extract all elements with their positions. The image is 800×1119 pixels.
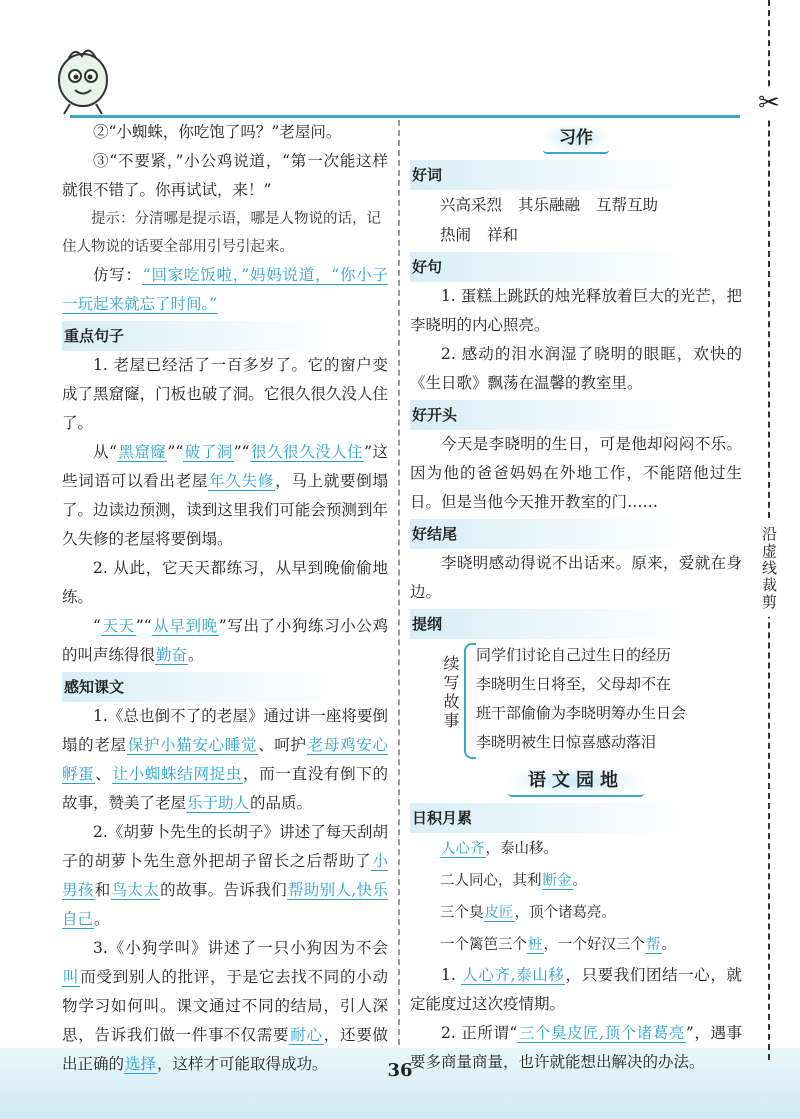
page-number: 36 <box>387 1060 413 1081</box>
left-column <box>62 118 388 1079</box>
hint-text: 提示：分清哪是提示语，哪是人物说的话，记住人物说的话要全部用引号引起来。 <box>62 211 381 255</box>
perceive-text-heading: 感知课文 <box>62 672 388 702</box>
mascot-icon <box>48 42 118 118</box>
idiom-line: 人心齐，泰山移。 <box>441 841 558 857</box>
garden-title: 语文园地 <box>508 767 644 797</box>
good-sentence: 2. 感动的泪水润湿了晓明的眼眶，欢快的《生日歌》飘荡在温馨的教室里。 <box>410 345 742 392</box>
good-opening: 今天是李晓明的生日，可是他却闷闷不乐。因为他的爸爸妈妈在外地工作，不能陪他过生日。但是当他今天推开教室的门…… <box>410 435 742 511</box>
idiom-line: 一个篱笆三个桩，一个好汉三个帮。 <box>440 937 676 953</box>
accumulate-heading: 日积月累 <box>410 803 742 833</box>
cut-label: 沿虚线裁剪 <box>758 520 780 617</box>
answer-blank: 黑窟窿 <box>117 443 167 461</box>
answer-blank: 小男孩 <box>62 852 388 899</box>
answer-blank: 从早到晚 <box>152 617 218 635</box>
answer-blank: 三个臭皮匠,顶个诸葛亮 <box>518 1024 685 1042</box>
outline-item: 同学们讨论自己过生日的经历 <box>476 646 672 664</box>
writing-title-box <box>410 124 742 154</box>
answer-blank: 帮 <box>646 937 661 953</box>
perceive-item-2: 2.《胡萝卜先生的长胡子》讲述了每天刮胡子的胡萝卜先生意外把胡子留长之后帮助了小男孩和鸟太太的故事。告诉我们帮助别人,快乐自己。 <box>62 823 388 928</box>
answer-blank: 年久失修 <box>209 472 275 490</box>
answer-blank: 天天 <box>101 617 135 635</box>
outline-item: 班干部偷偷为李晓明筹办生日会 <box>476 704 687 722</box>
idiom-line: 三个臭皮匠，顶个诸葛亮。 <box>440 905 616 921</box>
answer-blank: 破了洞 <box>184 443 233 461</box>
answer-blank: 人心齐 <box>441 841 485 857</box>
good-ending-heading: 好结尾 <box>410 519 742 549</box>
answer-blank: 鸟太太 <box>111 881 160 899</box>
dialogue-line: ③“不要紧，”小公鸡说道，“第一次能这样就很不错了。你再试试，来！” <box>62 152 388 199</box>
answer-blank: 叫 <box>63 968 80 986</box>
answer-blank: 人心齐,泰山移 <box>462 966 565 984</box>
outline-brace <box>464 643 476 759</box>
good-sentences-heading: 好句 <box>410 252 742 282</box>
answer-blank: 保护小猫安心睡觉 <box>127 736 258 754</box>
key-sentences-heading: 重点句子 <box>62 321 388 351</box>
outline-label: 续写故事 <box>441 655 460 731</box>
imitate-label: 仿写： <box>93 266 142 284</box>
apply-item-1: 1. 人心齐,泰山移，只要我们团结一心，就定能度过这次疫情期。 <box>410 966 742 1013</box>
answer-blank: 耐心 <box>290 1026 323 1044</box>
outline-item: 李晓明生日将至，父母却不在 <box>476 675 672 693</box>
imitate-answer: “回家吃饭啦，”妈妈说道，“你小子一玩起来就忘了时间。” <box>62 266 388 313</box>
dialogue-line: ②“小蜘蛛，你吃饱了吗？”老屋问。 <box>93 123 342 141</box>
outline-heading: 提纲 <box>410 609 742 639</box>
good-sentence: 1. 蛋糕上跳跃的烛光释放着巨大的光芒，把李晓明的内心照亮。 <box>410 287 742 334</box>
answer-blank: 选择 <box>125 1055 157 1073</box>
answer-blank: 帮助别人,快乐自己 <box>62 881 388 928</box>
outline-item: 李晓明被生日惊喜感动落泪 <box>476 733 657 751</box>
good-words-line: 兴高采烈 其乐融融 互帮互助 <box>440 196 659 214</box>
answer-blank: 老母鸡安心孵蛋 <box>62 736 388 783</box>
good-words-heading: 好词 <box>410 160 742 190</box>
good-words-line: 热闹 祥和 <box>440 226 519 244</box>
key-sentence-2: 2. 从此，它天天都练习，从早到晚偷偷地练。 <box>62 559 388 606</box>
answer-blank: 很久很久没人住 <box>250 443 364 461</box>
writing-title: 习作 <box>543 124 609 154</box>
apply-item-2: 2. 正所谓“三个臭皮匠,顶个诸葛亮”，遇事要多商量商量，也许就能想出解决的办法。 <box>410 1024 743 1071</box>
good-ending: 李晓明感动得说不出话来。原来，爱就在身边。 <box>410 554 742 601</box>
perceive-item-1: 1.《总也倒不了的老屋》通过讲一座将要倒塌的老屋保护小猫安心睡觉、呵护老母鸡安心孵蛋、让小蜘蛛结网捉虫，而一直没有倒下的故事，赞美了老屋乐于助人的品质。 <box>62 707 388 812</box>
garden-title-box <box>410 767 742 797</box>
answer-blank: 乐于助人 <box>187 794 250 812</box>
perceive-item-3: 3.《小狗学叫》讲述了一只小狗因为不会叫而受到别人的批评，于是它去找不同的小动物学习如何叫。课文通过不同的结局，引人深思，告诉我们做一件事不仅需要耐心，还要做出正确的选择，这样才可能取得成功。 <box>62 939 388 1073</box>
idiom-line: 二人同心，其利断金。 <box>440 873 587 889</box>
answer-blank: 让小蜘蛛结网捉虫 <box>112 765 243 783</box>
good-opening-heading: 好开头 <box>410 400 742 430</box>
answer-blank: 桩 <box>528 937 543 953</box>
outline <box>410 641 742 761</box>
column-divider <box>398 120 400 1045</box>
answer-blank: 断金 <box>542 873 572 889</box>
outline-items <box>476 641 686 757</box>
imitate-line <box>62 261 388 319</box>
key-sentence-2-answer: “天天”“从早到晚”写出了小狗练习小公鸡的叫声练得很勤奋。 <box>62 617 388 664</box>
answer-blank: 勤奋 <box>156 646 188 664</box>
key-sentence-1: 1. 老屋已经活了一百多岁了。它的窗户变成了黑窟窿，门板也破了洞。它很久很久没人住了。 <box>62 356 388 432</box>
right-column <box>410 118 742 1077</box>
answer-blank: 皮匠 <box>484 905 514 921</box>
scissors-icon: ✂ <box>754 88 784 118</box>
key-sentence-1-answer: 从“黑窟窿”“破了洞”“很久很久没人住”这些词语可以看出老屋年久失修，马上就要倒塌了。边读边预测，读到这里我们可能会预测到年久失修的老屋将要倒塌。 <box>62 443 388 548</box>
